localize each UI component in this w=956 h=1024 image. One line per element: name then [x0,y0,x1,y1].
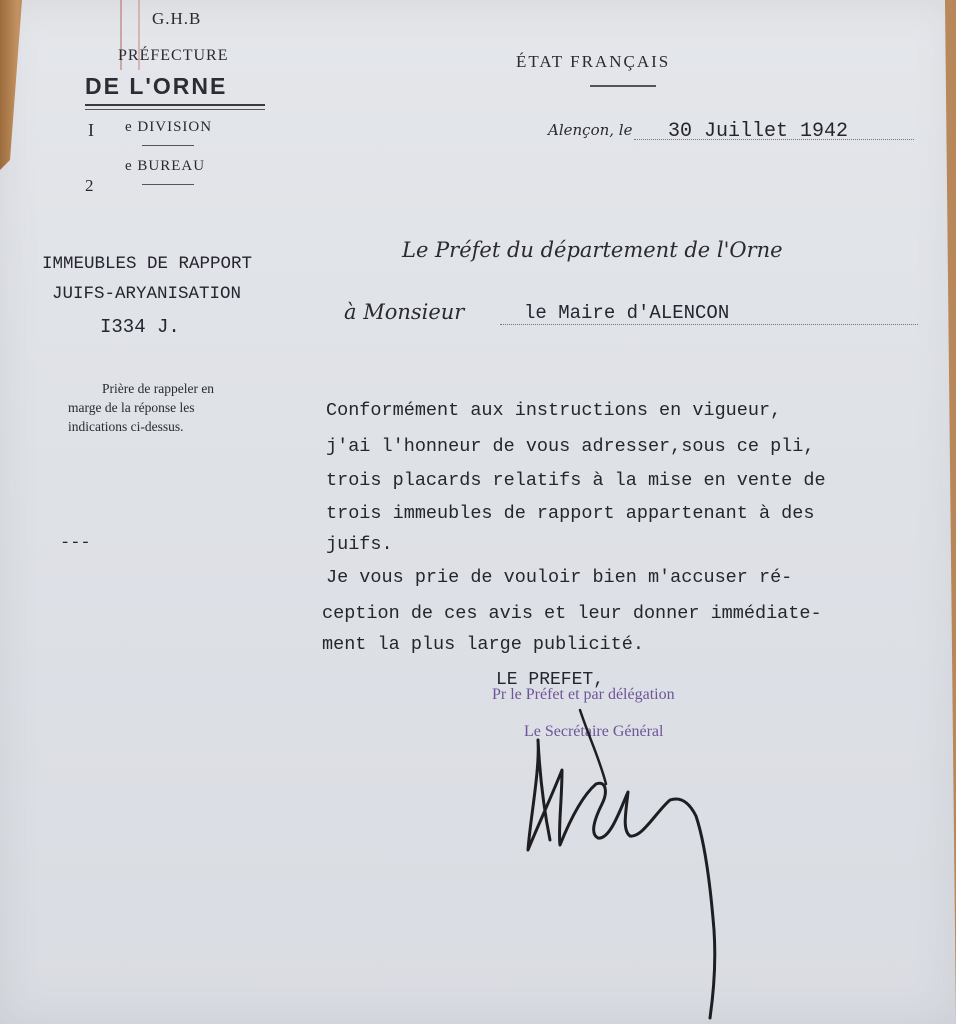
stamp-line-2: Le Secrétaire Général [524,723,664,740]
recipient-name: le Maire d'ALENCON [524,302,730,324]
state-title-rule [590,85,656,87]
note-line-3: indications ci-dessus. [68,419,184,434]
letterhead-rule-2 [85,109,265,110]
recipient-prefix: à Monsieur [344,300,465,324]
bureau-rule [142,184,194,185]
date-place: Alençon, le [548,121,633,139]
body-line-8: ment la plus large publicité. [322,634,644,655]
recipient-dotted-line [500,324,918,325]
separator-dashes: --- [60,534,91,553]
body-line-6: Je vous prie de vouloir bien m'accuser ré- [326,567,793,588]
letterhead-department: DE L'ORNE [85,73,228,99]
sender-line: Le Préfet du département de l'Orne [402,238,783,262]
stamp-line-1: Pr le Préfet et par délégation [492,686,675,703]
division-label: e DIVISION [125,119,213,135]
handwritten-signature [510,700,760,1020]
letterhead-prefecture: PRÉFECTURE [118,47,229,64]
division-number: I [88,120,95,140]
division-rule [142,145,194,146]
date-value: 30 Juillet 1942 [668,120,849,143]
reference-line-1: IMMEUBLES DE RAPPORT [42,254,253,274]
signature-title: LE PREFET, [496,670,605,690]
body-line-7: ception de ces avis et leur donner immédiate- [322,603,822,624]
letterhead-rule-1 [85,104,265,106]
reference-line-3: I334 J. [100,316,180,338]
body-line-2: j'ai l'honneur de vous adresser,sous ce pli, [326,436,815,457]
body-line-1: Conformément aux instructions en vigueur, [326,400,782,421]
reference-line-2: JUIFS-ARYANISATION [52,284,242,304]
letterhead-initials: G.H.B [152,9,202,28]
bureau-label: e BUREAU [125,158,206,174]
body-line-4: trois immeubles de rapport appartenant à des [326,503,815,524]
note-line-1: Prière de rappeler en [102,381,215,396]
note-line-2: marge de la réponse les [68,400,195,415]
body-line-5: juifs. [326,534,393,555]
body-line-3: trois placards relatifs à la mise en vente de [326,470,826,491]
state-title: ÉTAT FRANÇAIS [516,52,671,71]
bureau-number: 2 [85,176,95,195]
